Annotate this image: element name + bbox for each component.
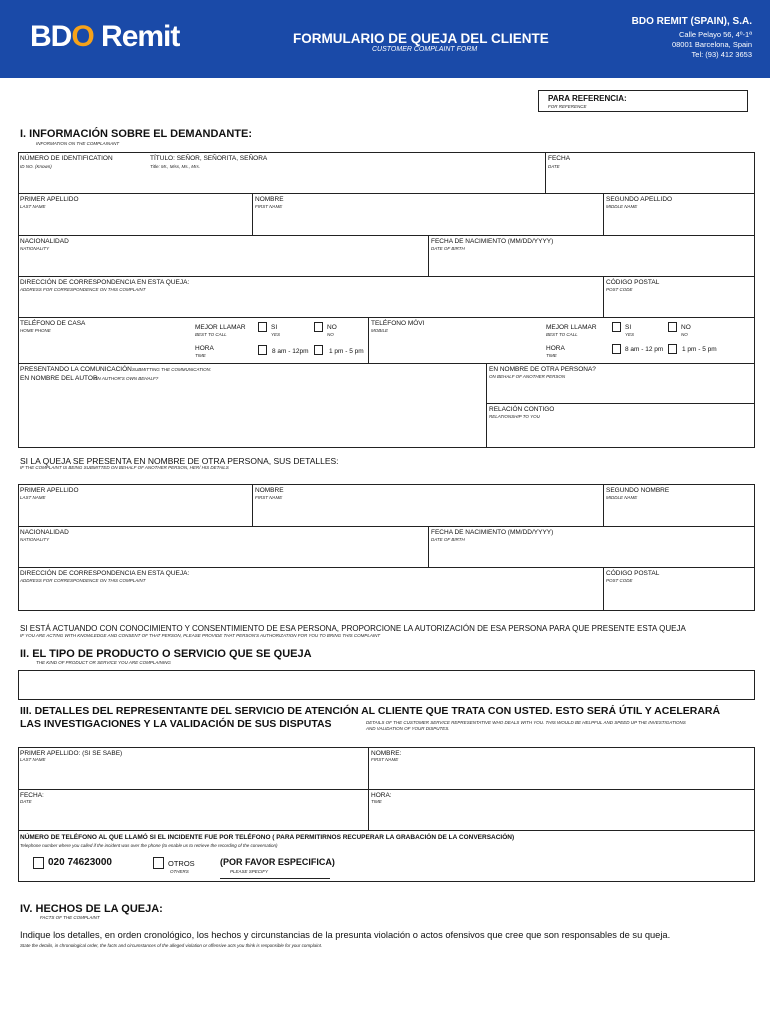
rep-first-name-label: NOMBRE: xyxy=(371,750,402,757)
section-3-title-1: III. DETALLES DEL REPRESENTANTE DEL SERVICIO DE ATENCIÓN AL CLIENTE QUE TRATA CON USTED. ESTO SERÁ ÚTIL Y ACELERARÁ xyxy=(20,705,721,717)
mobile-yes-label: SI xyxy=(625,324,632,331)
relationship-sub: RELATIONSHIP TO YOU xyxy=(489,414,540,419)
last-name-label: PRIMER APELLIDO xyxy=(20,196,79,203)
divider xyxy=(486,403,755,404)
divider xyxy=(545,152,546,193)
specify-sub: PLEASE SPECIFY xyxy=(230,869,269,874)
nationality-sub: NATIONALITY xyxy=(20,246,50,251)
no-sub: NO xyxy=(327,332,334,337)
last-name-sub: LAST NAME xyxy=(20,204,46,209)
op-dob-sub: DATE OF BIRTH xyxy=(431,537,465,542)
op-second-name-label: SEGUNDO NOMBRE xyxy=(606,487,670,494)
section-1-sub: INFORMATION ON THE COMPLAINANT xyxy=(36,141,120,146)
postcode-sub: POST CODE xyxy=(606,287,633,292)
divider xyxy=(368,747,369,830)
section-3-title-2: LAS INVESTIGACIONES Y LA VALIDACIÓN DE SUS DISPUTAS xyxy=(20,718,332,730)
representative-box xyxy=(18,747,755,882)
phone-called-label: NÚMERO DE TELÉFONO AL QUE LLAMÓ SI EL INCIDENTE FUE POR TELÉFONO ( PARA PERMITIRNOS RECUPERAR LA GRABACIÓN DE LA CONVERSACIÓN) xyxy=(20,834,515,841)
other-person-title: SI LA QUEJA SE PRESENTA EN NOMBRE DE OTRA PERSONA, SUS DETALLES: xyxy=(20,456,339,466)
yes-sub: YES xyxy=(271,332,281,337)
no-label: NO xyxy=(327,324,337,331)
rep-first-name-sub: FIRST NAME xyxy=(371,757,399,762)
rep-time-label: HORA: xyxy=(371,792,392,799)
mobile-afternoon-label: 1 pm - 5 pm xyxy=(682,346,717,353)
op-nationality-sub: NATIONALITY xyxy=(20,537,50,542)
address-sub: ADDRESS FOR CORRESPONDENCE ON THIS COMPLAINT xyxy=(20,287,146,292)
second-name-label: SEGUNDO APELLIDO xyxy=(606,196,673,203)
rep-date-label: FECHA: xyxy=(20,792,44,799)
mobile-no-sub: NO xyxy=(681,332,688,337)
home-afternoon-checkbox[interactable] xyxy=(314,345,323,355)
op-last-name-sub: LAST NAME xyxy=(20,495,46,500)
logo-text-o: O xyxy=(71,20,94,53)
op-postcode-label: CÓDIGO POSTAL xyxy=(606,570,660,577)
form-subtitle: CUSTOMER COMPLAINT FORM xyxy=(372,46,478,53)
best-call-sub: BEST TO CALL xyxy=(195,332,227,337)
address-label: DIRECCIÓN DE CORRESPONDENCIA EN ESTA QUEJA: xyxy=(20,279,190,286)
first-name-sub: FIRST NAME xyxy=(255,204,283,209)
mobile-sub: MOBILE xyxy=(371,328,389,333)
facts-instruction-sub: State the details, in chronological order, the facts and circumstances of the alleged violation or offensive acts you think is responsible for your complaint. xyxy=(20,943,323,948)
other-person-box xyxy=(18,484,755,611)
form-title: FORMULARIO DE QUEJA DEL CLIENTE xyxy=(293,31,549,46)
logo-text-a: BD xyxy=(30,20,72,53)
divider xyxy=(252,484,253,526)
title-label: TÍTULO: SEÑOR, SEÑORITA, SEÑORA xyxy=(150,155,268,162)
afternoon-label: 1 pm - 5 pm xyxy=(329,348,364,355)
divider xyxy=(486,363,487,448)
section-4-title: IV. HECHOS DE LA QUEJA: xyxy=(20,903,163,915)
mobile-best-call-label: MEJOR LLAMAR xyxy=(546,324,597,331)
divider xyxy=(603,484,604,526)
id-number-sub: ID NO. (Known) xyxy=(20,164,52,169)
facts-instruction: Indique los detalles, en orden cronológico, los hechos y circunstancias de la presunta violación o actos ofensivos que cree que son responsables de su queja. xyxy=(20,930,671,940)
rep-last-name-label: PRIMER APELLIDO: (SI SE SABE) xyxy=(20,750,123,757)
product-service-field[interactable] xyxy=(18,670,755,700)
op-second-name-sub: MIDDLE NAME xyxy=(606,495,638,500)
home-no-checkbox[interactable] xyxy=(314,322,323,332)
divider xyxy=(428,235,429,276)
divider xyxy=(18,317,755,318)
section-3-sub-2: AND VALIDATION OF YOUR DISPUTES. xyxy=(366,726,450,731)
divider xyxy=(603,276,604,317)
op-dob-label: FECHA DE NACIMIENTO (MM/DD/YYYY) xyxy=(431,529,554,536)
mobile-no-label: NO xyxy=(681,324,691,331)
op-first-name-sub: FIRST NAME xyxy=(255,495,283,500)
first-name-label: NOMBRE xyxy=(255,196,284,203)
date-label: FECHA xyxy=(548,155,571,162)
phone-number: 020 74623000 xyxy=(48,857,112,868)
dob-sub: DATE OF BIRTH xyxy=(431,246,465,251)
logo-text-b: Remit xyxy=(93,20,180,53)
rep-date-sub: DATE xyxy=(20,799,32,804)
other-person-sub: IF THE COMPLAINT IS BEING SUBMITTED ON BEHALF OF ANOTHER PERSON, HER/ HIS DETAILS xyxy=(20,465,229,470)
own-behalf-sub: ON AUTHOR'S OWN BEHALF? xyxy=(94,376,159,381)
number-checkbox[interactable] xyxy=(33,857,44,869)
divider xyxy=(428,526,429,567)
section-2-sub: THE KIND OF PRODUCT OR SERVICE YOU ARE COMPLAINING xyxy=(36,660,171,665)
consent-text: SI ESTÁ ACTUANDO CON CONOCIMIENTO Y CONSENTIMIENTO DE ESA PERSONA, PROPORCIONE LA AUTORIZACIÓN DE ESA PERSONA PARA QUE PRESENTE ESTA QUEJA xyxy=(20,624,686,633)
company-address-1: Calle Pelayo 56, 4º-1ª xyxy=(678,30,752,39)
home-yes-checkbox[interactable] xyxy=(258,322,267,332)
mobile-yes-sub: YES xyxy=(625,332,635,337)
others-sub: OTHERS xyxy=(170,869,189,874)
reference-sub: FOR REFERENCE xyxy=(548,104,587,109)
rep-last-name-sub: LAST NAME xyxy=(20,757,46,762)
own-behalf-label: EN NOMBRE DEL AUTOR xyxy=(20,375,98,382)
yes-label: SI xyxy=(271,324,278,331)
morning-label: 8 am - 12pm xyxy=(272,348,309,355)
mobile-morning-label: 8 am - 12 pm xyxy=(625,346,664,353)
dob-label: FECHA DE NACIMIENTO (MM/DD/YYYY) xyxy=(431,238,554,245)
postcode-label: CÓDIGO POSTAL xyxy=(606,279,660,286)
mobile-time-label: HORA xyxy=(546,345,565,352)
divider xyxy=(18,526,755,527)
reference-label: PARA REFERENCIA: xyxy=(548,94,627,103)
divider xyxy=(18,276,755,277)
phone-called-sub: Telephone number where you called if the incident was over the phone (to enable us to retrieve the recording of the conversation) xyxy=(20,843,278,848)
rep-time-sub: TIME xyxy=(371,799,382,804)
home-phone-label: TELÉFONO DE CASA xyxy=(20,320,86,327)
op-first-name-label: NOMBRE xyxy=(255,487,284,494)
divider xyxy=(252,193,253,235)
nationality-label: NACIONALIDAD xyxy=(20,238,69,245)
divider xyxy=(603,193,604,235)
mobile-afternoon-checkbox[interactable] xyxy=(668,344,677,354)
mobile-yes-checkbox[interactable] xyxy=(612,322,621,332)
divider xyxy=(18,567,755,568)
home-phone-sub: HOME PHONE xyxy=(20,328,51,333)
second-name-sub: MIDDLE NAME xyxy=(606,204,638,209)
home-morning-checkbox[interactable] xyxy=(258,345,267,355)
mobile-morning-checkbox[interactable] xyxy=(612,344,621,354)
op-postcode-sub: POST CODE xyxy=(606,578,633,583)
op-last-name-label: PRIMER APELLIDO xyxy=(20,487,79,494)
time-sub: TIME xyxy=(195,353,206,358)
divider xyxy=(368,317,369,363)
section-4-sub: FACTS OF THE COMPLAINT xyxy=(40,915,100,920)
divider xyxy=(18,830,755,831)
section-3-sub-1: DETAILS OF THE CUSTOMER SERVICE REPRESENTATIVE WHO DEALS WITH YOU. THIS WOULD BE HELPFUL AND SPEED UP THE INVESTIGATIONS xyxy=(366,720,686,725)
op-address-label: DIRECCIÓN DE CORRESPONDENCIA EN ESTA QUEJA: xyxy=(20,570,190,577)
op-address-sub: ADDRESS FOR CORRESPONDENCE ON THIS COMPLAINT xyxy=(20,578,146,583)
time-label: HORA xyxy=(195,345,214,352)
relationship-label: RELACIÓN CONTIGO xyxy=(489,406,555,413)
divider xyxy=(603,567,604,611)
mobile-no-checkbox[interactable] xyxy=(668,322,677,332)
divider xyxy=(18,193,755,194)
date-sub: DATE xyxy=(548,164,560,169)
section-2-title: II. EL TIPO DE PRODUCTO O SERVICIO QUE SE QUEJA xyxy=(20,648,312,660)
specify-line[interactable] xyxy=(220,878,330,879)
consent-sub: IF YOU ARE ACTING WITH KNOWLEDGE AND CONSENT OF THAT PERSON, PLEASE PROVIDE THAT PERSON'S AUTHORIZATION FOR YOU TO BRING THIS COMPLAINT xyxy=(20,633,381,638)
mobile-label: TELÉFONO MÓVI xyxy=(371,320,425,327)
presenting-sub: SUBMITTING THE COMMUNICATION: xyxy=(132,367,212,372)
divider xyxy=(18,235,755,236)
other-behalf-sub: ON BEHALF OF ANOTHER PERSON xyxy=(489,374,566,379)
title-sub: Title: Mr., Miss, Ms., Mrs. xyxy=(150,164,201,169)
best-call-label: MEJOR LLAMAR xyxy=(195,324,246,331)
mobile-best-call-sub: BEST TO CALL xyxy=(546,332,578,337)
others-checkbox[interactable] xyxy=(153,857,164,869)
others-label: OTROS xyxy=(168,859,195,868)
bdo-remit-logo xyxy=(30,20,179,54)
company-name: BDO REMIT (SPAIN), S.A. xyxy=(631,16,752,27)
op-nationality-label: NACIONALIDAD xyxy=(20,529,69,536)
divider xyxy=(18,789,755,790)
other-behalf-label: EN NOMBRE DE OTRA PERSONA? xyxy=(489,366,596,373)
divider xyxy=(18,363,755,364)
section-1-title: I. INFORMACIÓN SOBRE EL DEMANDANTE: xyxy=(20,128,253,140)
id-number-label: NÚMERO DE IDENTIFICATION xyxy=(20,155,113,162)
company-phone: Tel: (93) 412 3653 xyxy=(691,50,752,59)
company-address-2: 08001 Barcelona, Spain xyxy=(671,40,752,49)
specify-label: (POR FAVOR ESPECIFICA) xyxy=(220,857,335,867)
presenting-label: PRESENTANDO LA COMUNICACIÓN xyxy=(20,366,132,373)
mobile-time-sub: TIME xyxy=(546,353,557,358)
